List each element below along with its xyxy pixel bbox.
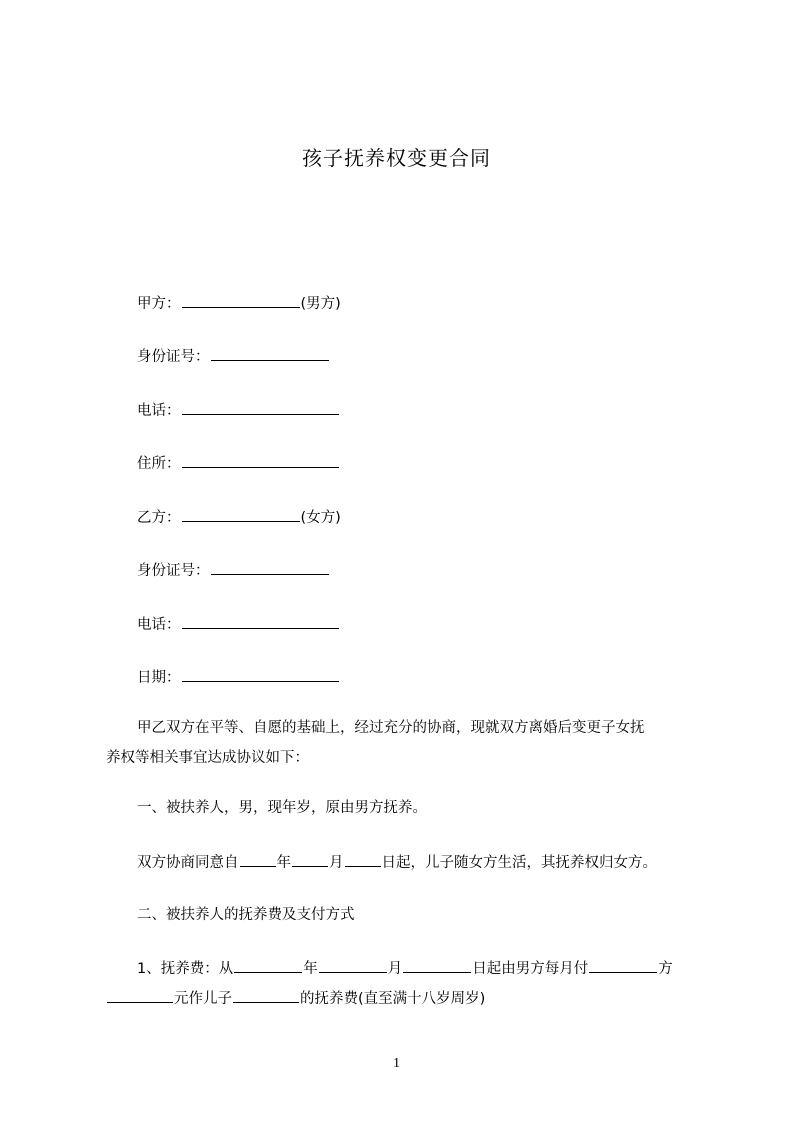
party-a-id-label: 身份证号：: [137, 349, 210, 365]
fee-line-2: [106, 984, 706, 1014]
party-a-blank: [182, 292, 300, 308]
party-a-phone-label: 电话：: [137, 403, 181, 419]
agree-month-blank: [292, 851, 328, 867]
fee-month: 月: [387, 961, 403, 977]
agree-day-blank: [345, 851, 381, 867]
fee-amount-blank: [589, 957, 657, 973]
fee-yuan-blank: [107, 987, 173, 1003]
custody-agreement-line: [137, 851, 657, 873]
fee-year: 年: [303, 961, 318, 977]
fee-paragraph: [106, 954, 706, 1014]
party-b-line: [137, 506, 341, 528]
party-a-address-label: 住所：: [137, 456, 181, 472]
party-a-address-blank: [182, 452, 339, 468]
fee-prefix: 1、抚养费：从: [137, 961, 234, 977]
party-b-phone-blank: [182, 613, 339, 629]
party-b-id-line: [137, 559, 330, 581]
fee-year-blank: [234, 957, 302, 973]
party-b-id-blank: [211, 559, 329, 575]
date-label: 日期：: [137, 670, 181, 686]
party-b-label: 乙方：: [137, 510, 181, 526]
party-b-phone-line: [137, 613, 340, 635]
document-title: 孩子抚养权变更合同: [302, 146, 491, 170]
fee-day-part: 日起由男方每月付: [472, 961, 589, 977]
date-blank: [182, 666, 339, 682]
date-line: [137, 666, 340, 688]
party-b-blank: [182, 506, 300, 522]
party-a-line: [137, 292, 341, 314]
party-a-id-blank: [211, 345, 329, 361]
party-b-gender-note: (女方): [300, 510, 341, 526]
party-a-gender-note: (男方): [300, 296, 341, 312]
party-a-phone-blank: [182, 399, 339, 415]
party-b-phone-label: 电话：: [137, 617, 181, 633]
fee-child-blank: [233, 987, 299, 1003]
party-b-id-label: 身份证号：: [137, 563, 210, 579]
agree-year: 年: [276, 855, 291, 871]
intro-line-2: 养权等相关事宜达成协议如下：: [106, 750, 309, 766]
agree-year-blank: [240, 851, 276, 867]
party-a-address-line: [137, 452, 340, 474]
section-2-heading: 二、被扶养人的抚养费及支付方式: [137, 907, 355, 923]
fee-fang: 方: [658, 961, 673, 977]
agree-day-suffix: 日起，儿子随女方生活，其抚养权归女方。: [381, 855, 657, 871]
page-number: 1: [393, 1056, 400, 1071]
fee-day-blank: [403, 957, 471, 973]
party-a-phone-line: [137, 399, 340, 421]
agree-month: 月: [329, 855, 344, 871]
intro-paragraph: [106, 713, 706, 773]
party-a-id-line: [137, 345, 330, 367]
intro-line-1: 甲乙双方在平等、自愿的基础上，经过充分的协商，现就双方离婚后变更子女抚: [137, 720, 645, 736]
fee-month-blank: [319, 957, 387, 973]
section-1-heading: 一、被扶养人，男，现年岁，原由男方抚养。: [137, 800, 427, 816]
agree-prefix: 双方协商同意自: [137, 855, 239, 871]
fee-yuan-part: 元作儿子: [174, 991, 232, 1007]
party-a-label: 甲方：: [137, 296, 181, 312]
fee-suffix: 的抚养费(直至满十八岁周岁): [300, 991, 486, 1007]
fee-line-1: [106, 954, 706, 984]
